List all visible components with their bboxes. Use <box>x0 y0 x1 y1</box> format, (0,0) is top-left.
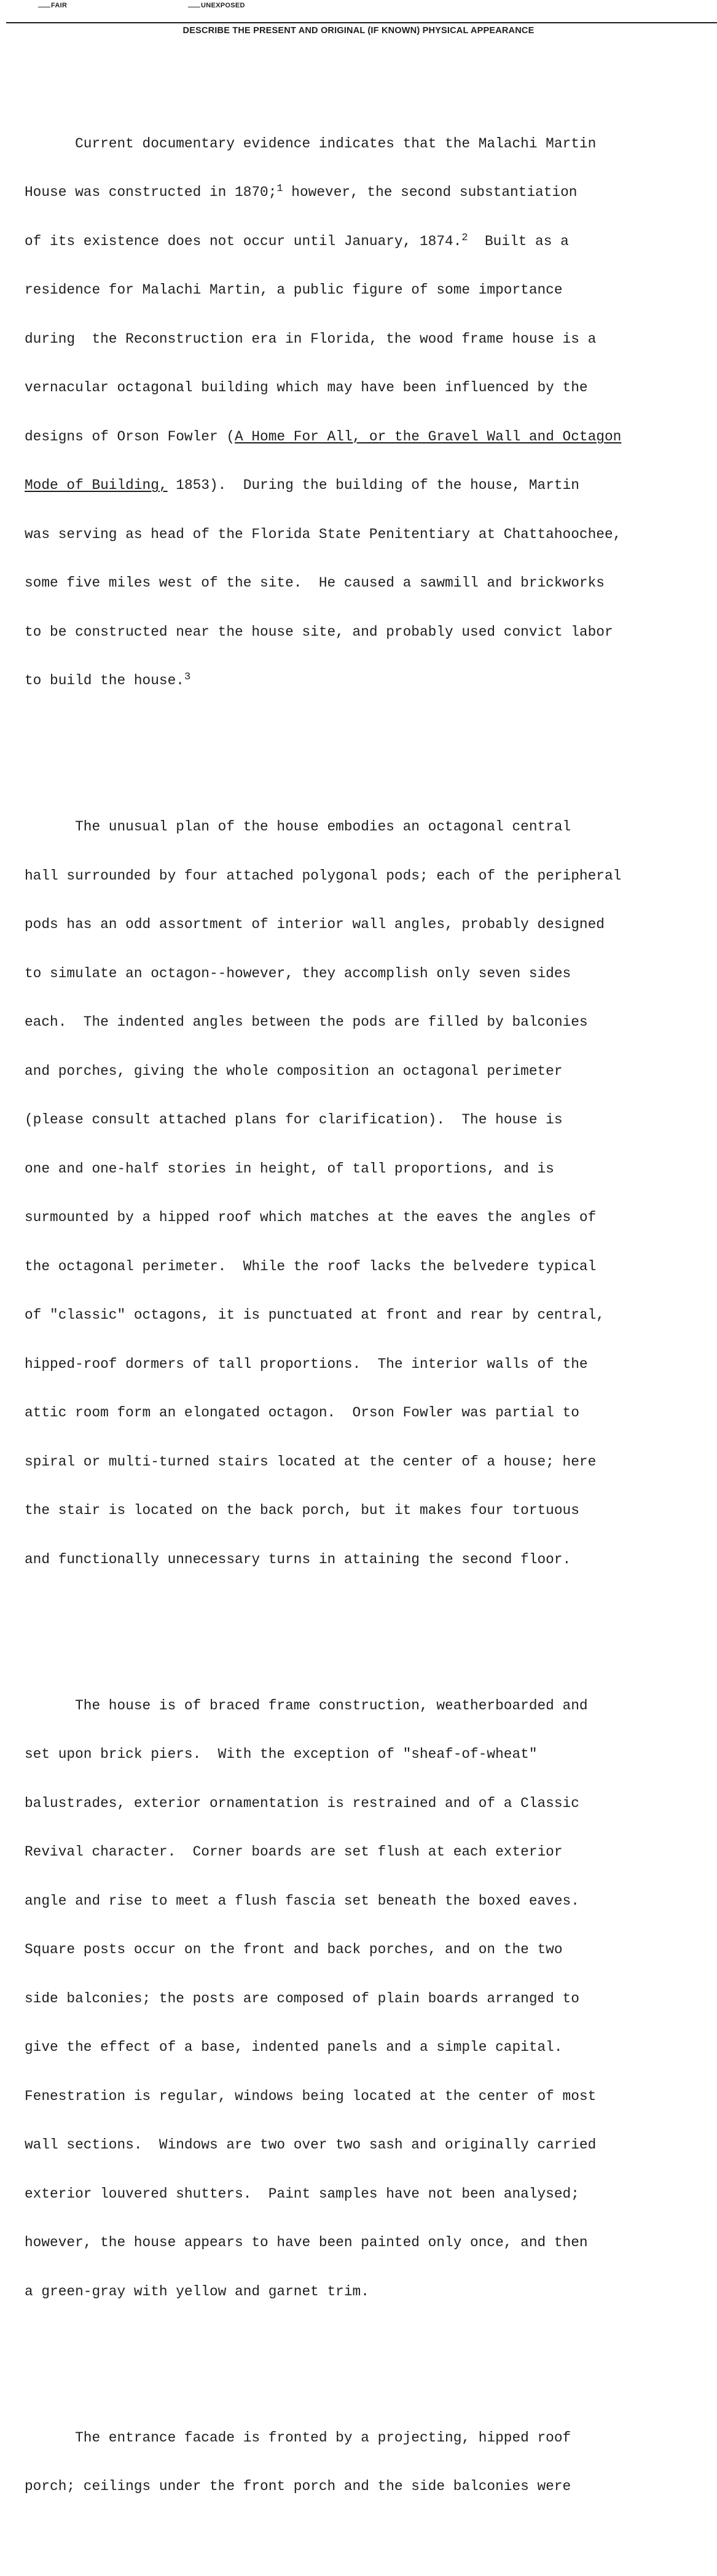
book-title: A Home For All, or the Gravel Wall and Octagon <box>235 428 622 445</box>
text-line: wall sections. Windows are two over two sash and originally carried <box>25 2137 597 2153</box>
book-title-cont: Mode of Building, <box>25 477 168 493</box>
paragraph-4 <box>25 2397 716 2527</box>
text-line: vernacular octagonal building which may have been influenced by the <box>25 380 588 396</box>
text-line: exterior louvered shutters. Paint samples have not been analysed; <box>25 2185 579 2202</box>
footnote-ref-2: 2 <box>461 232 468 244</box>
footnote-ref-3: 3 <box>184 671 191 683</box>
option-label-fair: FAIR <box>51 2 68 9</box>
paragraph-2 <box>25 786 716 1600</box>
text-line: Revival character. Corner boards are set flush at each exterior <box>25 1844 563 1860</box>
text-line: to be constructed near the house site, and probably used convict labor <box>25 623 613 640</box>
text-line: angle and rise to meet a flush fascia set beneath the boxed eaves. <box>25 1892 579 1909</box>
text-line: surmounted by a hipped roof which matches at the eaves the angles of <box>25 1209 597 1225</box>
section-title: DESCRIBE THE PRESENT AND ORIGINAL (IF KNOWN) PHYSICAL APPEARANCE <box>182 26 535 36</box>
text-line: attic room form an elongated octagon. Orson Fowler was partial to <box>25 1405 579 1421</box>
text-line: hipped-roof dormers of tall proportions. The interior walls of the <box>25 1356 588 1372</box>
text-line: balustrades, exterior ornamentation is restrained and of a Classic <box>25 1795 579 1811</box>
text-line: some five miles west of the site. He caused a sawmill and brickworks <box>25 575 605 591</box>
text-line: hall surrounded by four attached polygonal pods; each of the peripheral <box>25 867 622 884</box>
text-line: of its existence does not occur until January, 1874.$^2$ Built as a <box>25 232 569 249</box>
text-line: residence for Malachi Martin, a public figure of some importance <box>25 282 563 298</box>
condition-option-unexposed <box>188 2 245 9</box>
text-line: The entrance facade is fronted by a projecting, hipped roof <box>25 2429 571 2446</box>
paragraph-3 <box>25 1665 716 2333</box>
text-line: set upon brick piers. With the exception of "sheaf-of-wheat" <box>25 1746 538 1762</box>
paragraph-1 <box>25 103 716 722</box>
text-line: the octagonal perimeter. While the roof lacks the belvedere typical <box>25 1258 597 1274</box>
text-line: during the Reconstruction era in Florida, the wood frame house is a <box>25 330 597 347</box>
text-line: and porches, giving the whole composition an octagonal perimeter <box>25 1063 563 1079</box>
footnote-ref-1: 1 <box>276 183 283 195</box>
text-line: The house is of braced frame construction, weatherboarded and <box>25 1697 588 1714</box>
text-line: give the effect of a base, indented panels and a simple capital. <box>25 2039 563 2055</box>
text-line: (please consult attached plans for clarification). The house is <box>25 1112 563 1128</box>
text-line: spiral or multi-turned stairs located at the center of a house; here <box>25 1453 597 1470</box>
horizontal-rule <box>6 22 717 23</box>
text-line: Mode of Building, 1853). During the building of the house, Martin <box>25 477 579 493</box>
option-label-unexposed: UNEXPOSED <box>201 2 245 9</box>
text-line: and functionally unnecessary turns in attaining the second floor. <box>25 1551 571 1567</box>
text-line: Square posts occur on the front and back porches, and on the two <box>25 1942 563 1957</box>
text-line: however, the house appears to have been painted only once, and then <box>25 2234 588 2250</box>
text-line: one and one-half stories in height, of tall proportions, and is <box>25 1160 554 1177</box>
text-line: to build the house.$^3$ <box>25 671 191 689</box>
text-line: side balconies; the posts are composed of plain boards arranged to <box>25 1990 579 2007</box>
condition-option-fair <box>38 2 67 9</box>
text-line: of "classic" octagons, it is punctuated at front and rear by central, <box>25 1307 605 1323</box>
text-line: each. The indented angles between the pods are filled by balconies <box>25 1014 588 1030</box>
text-line: House was constructed in 1870;$^1$ however, the second substantiation <box>25 183 578 200</box>
text-line: a green-gray with yellow and garnet trim. <box>25 2283 369 2300</box>
text-line: to simulate an octagon--however, they accomplish only seven sides <box>25 965 571 982</box>
text-line: the stair is located on the back porch, but it makes four tortuous <box>25 1502 579 1518</box>
text-line: Current documentary evidence indicates that the Malachi Martin <box>25 135 597 152</box>
description-body <box>25 54 716 2576</box>
text-line: Fenestration is regular, windows being located at the center of most <box>25 2088 597 2104</box>
text-line: designs of Orson Fowler (A Home For All, or the Gravel Wall and Octagon <box>25 428 622 445</box>
form-checkbox-row <box>0 0 717 12</box>
text-line: was serving as head of the Florida State Penitentiary at Chattahoochee, <box>25 526 622 542</box>
text-line: pods has an odd assortment of interior wall angles, probably designed <box>25 916 605 932</box>
text-line: The unusual plan of the house embodies an octagonal central <box>25 819 571 835</box>
text-line: porch; ceilings under the front porch and the side balconies were <box>25 2478 571 2494</box>
